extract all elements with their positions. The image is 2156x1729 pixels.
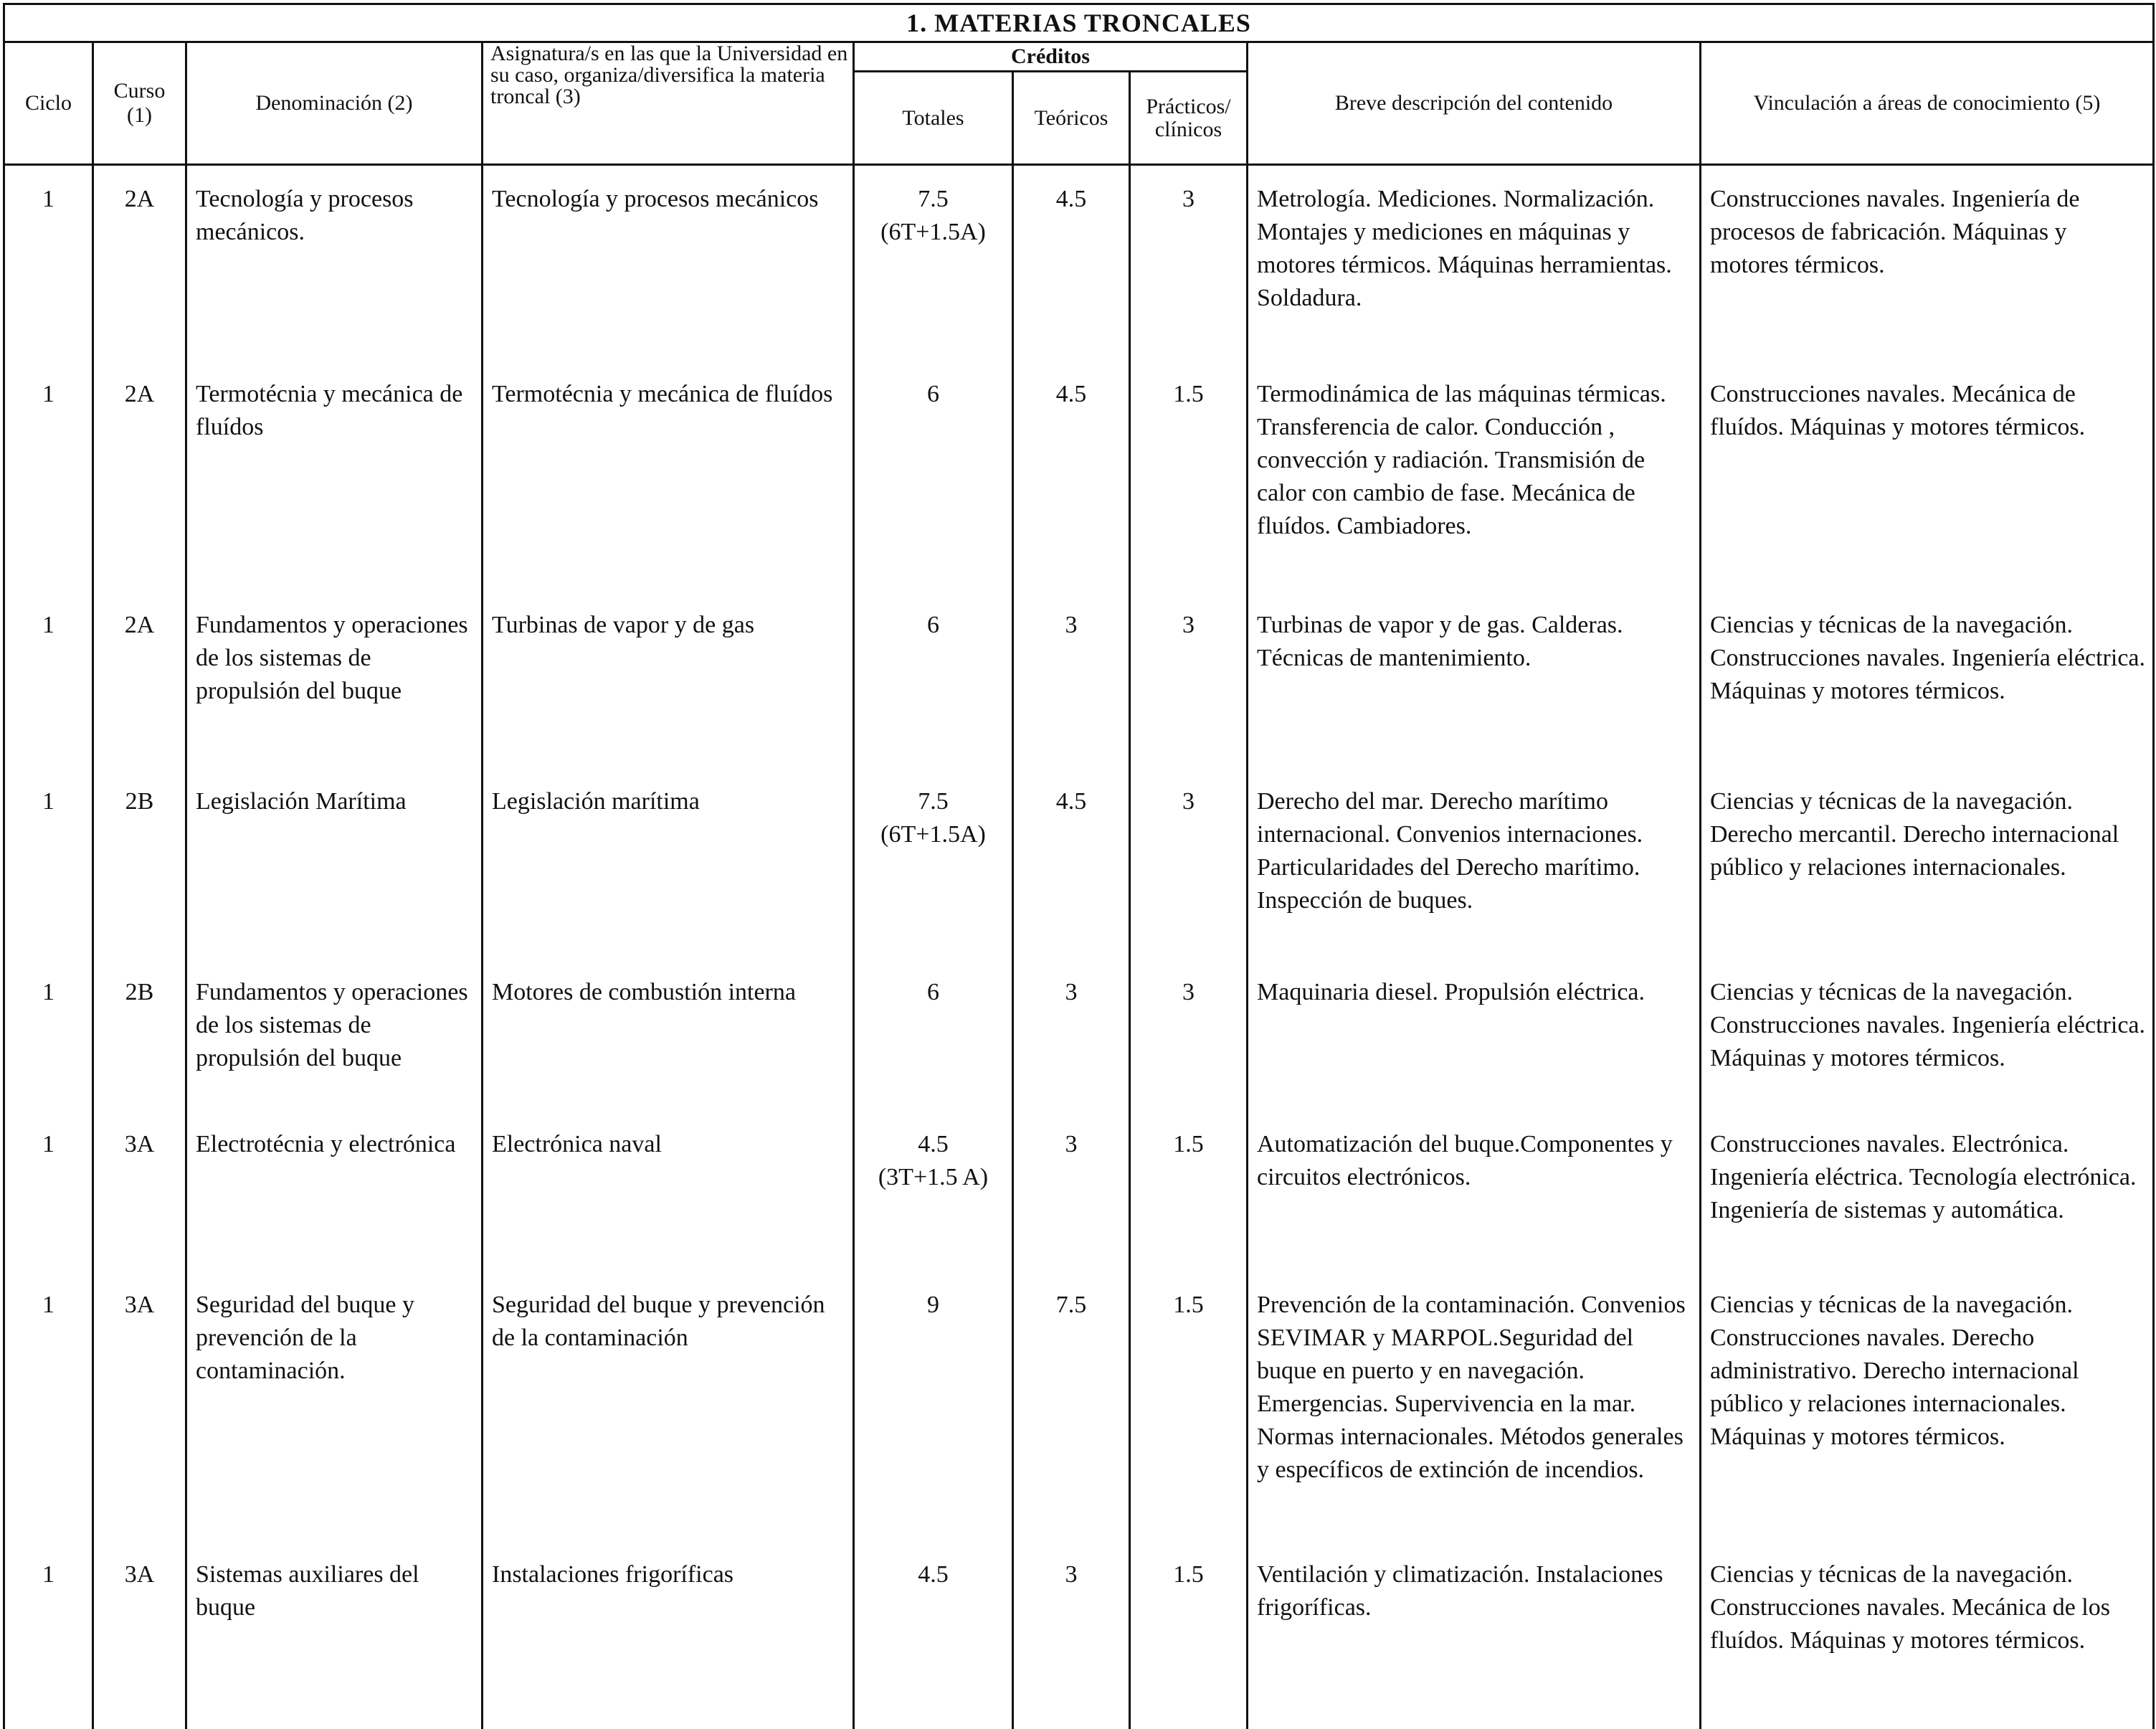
table-body [4,165,2154,1729]
row-ciclo: 1 [4,1289,93,1558]
row-ciclo: 1 [4,785,93,976]
row-practicos: 3 [1130,976,1248,1128]
row-asignatura: Instalaciones frigoríficas [483,1558,854,1729]
row-asignatura: Motores de combustión interna [483,976,854,1128]
row-totales: 4.5 (3T+1.5 A) [854,1128,1013,1289]
table-row [4,378,2154,609]
row-teoricos: 4.5 [1013,785,1130,976]
row-teoricos: 3 [1013,1558,1130,1729]
row-practicos: 3 [1130,609,1248,785]
row-curso: 3A [93,1128,186,1289]
row-descripcion: Prevención de la contaminación. Convenios SEVIMAR y MARPOL.Seguridad del buque en puerto y en navegación. Emergencias. Supervivencia en la mar. Normas internacionales. Métodos generales y específicos de extinción de incendios. [1248,1289,1701,1558]
row-denominacion: Legislación Marítima [186,785,483,976]
table-row [4,1289,2154,1558]
table-row [4,609,2154,785]
row-denominacion: Sistemas auxiliares del buque [186,1558,483,1729]
row-curso: 2A [93,183,186,378]
row-practicos: 3 [1130,183,1248,378]
row-totales: 7.5 (6T+1.5A) [854,785,1013,976]
row-vinculacion: Ciencias y técnicas de la navegación. Construcciones navales. Derecho administrativo. Derecho internacional público y relaciones internacionales. Máquinas y motores térmicos. [1701,1289,2154,1558]
materias-troncales-table [3,3,2155,1729]
header-vinculacion: Vinculación a áreas de conocimiento (5) [1701,42,2154,165]
table-row [4,183,2154,378]
row-curso: 2B [93,785,186,976]
row-practicos: 1.5 [1130,1128,1248,1289]
row-ciclo: 1 [4,378,93,609]
row-vinculacion: Construcciones navales. Electrónica. Ingeniería eléctrica. Tecnología electrónica. Ingeniería de sistemas y automática. [1701,1128,2154,1289]
row-totales: 6 [854,976,1013,1128]
document-page [3,3,2152,1664]
row-teoricos: 7.5 [1013,1289,1130,1558]
header-totales: Totales [854,72,1013,165]
row-vinculacion: Ciencias y técnicas de la navegación. Construcciones navales. Mecánica de los fluídos. Máquinas y motores térmicos. [1701,1558,2154,1729]
row-practicos: 1.5 [1130,1558,1248,1729]
row-vinculacion: Construcciones navales. Ingeniería de procesos de fabricación. Máquinas y motores térmicos. [1701,183,2154,378]
row-vinculacion: Ciencias y técnicas de la navegación. Construcciones navales. Ingeniería eléctrica. Máquinas y motores térmicos. [1701,976,2154,1128]
row-denominacion: Termotécnia y mecánica de fluídos [186,378,483,609]
row-teoricos: 4.5 [1013,378,1130,609]
header-curso: Curso (1) [93,42,186,165]
header-descripcion: Breve descripción del contenido [1248,42,1701,165]
row-vinculacion: Construcciones navales. Mecánica de fluídos. Máquinas y motores térmicos. [1701,378,2154,609]
row-curso: 3A [93,1289,186,1558]
row-ciclo: 1 [4,609,93,785]
row-totales: 9 [854,1289,1013,1558]
row-denominacion: Seguridad del buque y prevención de la contaminación. [186,1289,483,1558]
row-totales: 4.5 [854,1558,1013,1729]
table-row [4,1128,2154,1289]
row-curso: 2B [93,976,186,1128]
header-teoricos: Teóricos [1013,72,1130,165]
row-totales: 6 [854,609,1013,785]
row-descripcion: Metrología. Mediciones. Normalización. Montajes y mediciones en máquinas y motores térmicos. Máquinas herramientas. Soldadura. [1248,183,1701,378]
row-asignatura: Electrónica naval [483,1128,854,1289]
row-descripcion: Maquinaria diesel. Propulsión eléctrica. [1248,976,1701,1128]
header-denominacion: Denominación (2) [186,42,483,165]
row-practicos: 1.5 [1130,378,1248,609]
row-practicos: 1.5 [1130,1289,1248,1558]
row-asignatura: Termotécnia y mecánica de fluídos [483,378,854,609]
row-teoricos: 3 [1013,976,1130,1128]
row-practicos: 3 [1130,785,1248,976]
row-vinculacion: Ciencias y técnicas de la navegación. Derecho mercantil. Derecho internacional público y relaciones internacionales. [1701,785,2154,976]
row-descripcion: Ventilación y climatización. Instalaciones frigoríficas. [1248,1558,1701,1729]
row-teoricos: 4.5 [1013,183,1130,378]
row-totales: 6 [854,378,1013,609]
row-descripcion: Derecho del mar. Derecho marítimo internacional. Convenios internaciones. Particularidades del Derecho marítimo. Inspección de buques. [1248,785,1701,976]
row-ciclo: 1 [4,976,93,1128]
row-curso: 3A [93,1558,186,1729]
header-practicos: Prácticos/ clínicos [1130,72,1248,165]
row-ciclo: 1 [4,1558,93,1729]
row-denominacion: Fundamentos y operaciones de los sistemas de propulsión del buque [186,609,483,785]
row-teoricos: 3 [1013,609,1130,785]
row-asignatura: Legislación marítima [483,785,854,976]
row-totales: 7.5 (6T+1.5A) [854,183,1013,378]
header-creditos: Créditos [854,42,1248,72]
table-row [4,976,2154,1128]
header-asignaturas: Asignatura/s en las que la Universidad en su caso, organiza/diversifica la materia troncal (3) [483,42,854,165]
header-ciclo: Ciclo [4,42,93,165]
table-row [4,1558,2154,1729]
row-descripcion: Turbinas de vapor y de gas. Calderas. Técnicas de mantenimiento. [1248,609,1701,785]
row-asignatura: Seguridad del buque y prevención de la contaminación [483,1289,854,1558]
table-row [4,785,2154,976]
row-curso: 2A [93,378,186,609]
row-vinculacion: Ciencias y técnicas de la navegación. Construcciones navales. Ingeniería eléctrica. Máquinas y motores térmicos. [1701,609,2154,785]
row-denominacion: Fundamentos y operaciones de los sistemas de propulsión del buque [186,976,483,1128]
row-teoricos: 3 [1013,1128,1130,1289]
row-ciclo: 1 [4,1128,93,1289]
row-denominacion: Electrotécnia y electrónica [186,1128,483,1289]
row-ciclo: 1 [4,183,93,378]
row-descripcion: Automatización del buque.Componentes y circuitos electrónicos. [1248,1128,1701,1289]
table-title: 1. MATERIAS TRONCALES [4,4,2154,42]
row-curso: 2A [93,609,186,785]
row-denominacion: Tecnología y procesos mecánicos. [186,183,483,378]
row-asignatura: Turbinas de vapor y de gas [483,609,854,785]
row-asignatura: Tecnología y procesos mecánicos [483,183,854,378]
row-descripcion: Termodinámica de las máquinas térmicas. Transferencia de calor. Conducción , convección y radiación. Transmisión de calor con cambio de fase. Mecánica de fluídos. Cambiadores. [1248,378,1701,609]
